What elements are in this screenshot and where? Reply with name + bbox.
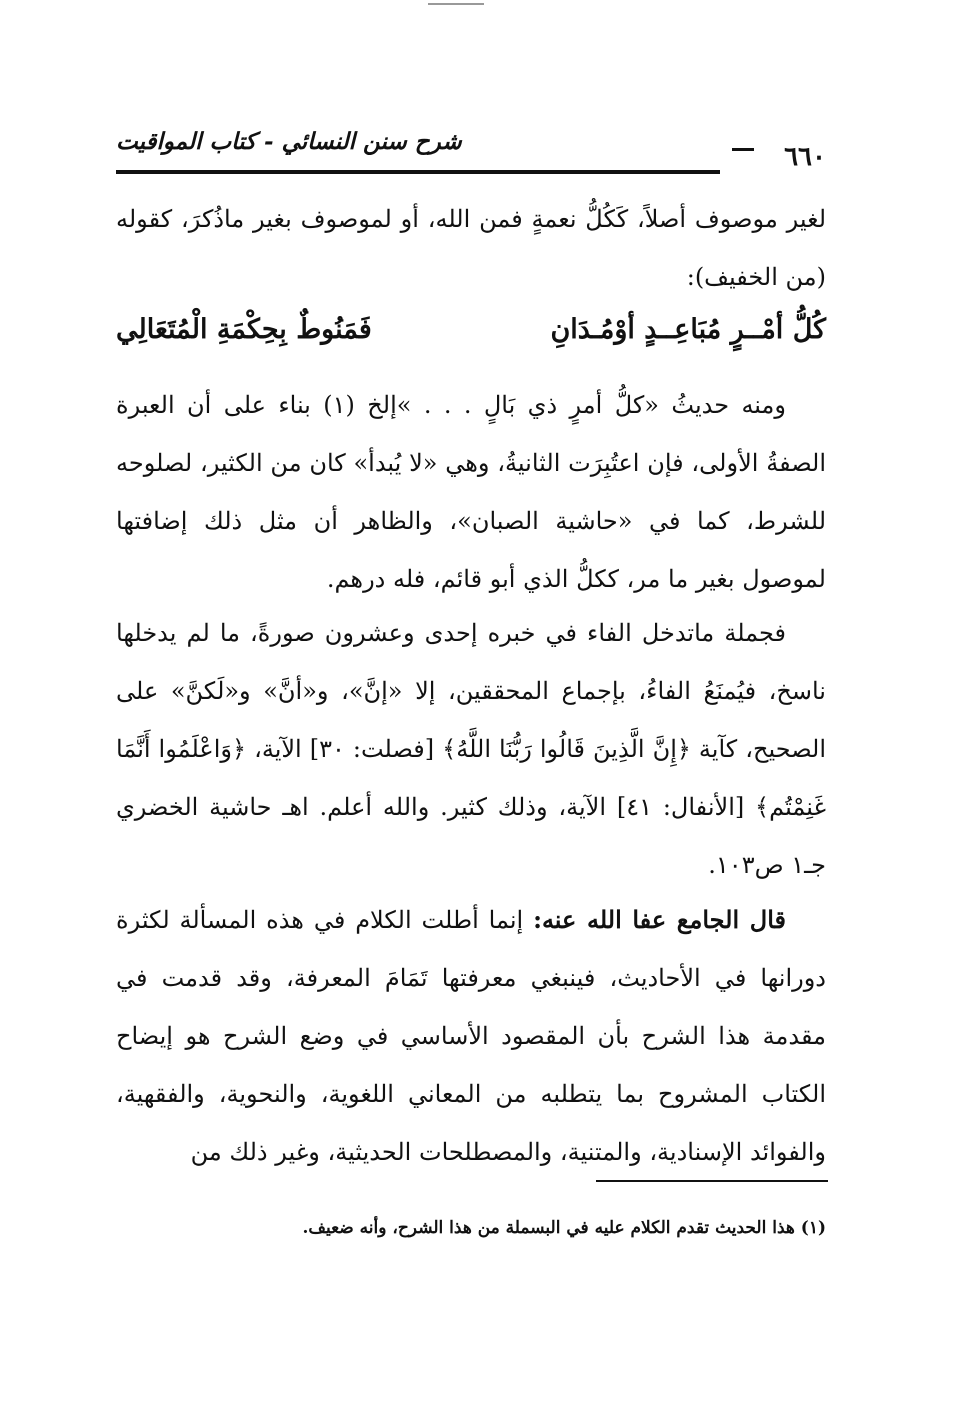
intro-text: لغير موصوف أصلاً، كَكُلُّ نعمةٍ فمن الله، أو لموصوف بغير ماذُكرَ، كقوله (من الخفيف): bbox=[116, 205, 826, 291]
running-title: شرح سنن النسائي - كتاب المواقيت bbox=[116, 128, 462, 155]
page-number: ٦٦٠ bbox=[784, 142, 826, 172]
paragraph-hadith-note: ومنه حديثُ «كلُّ أمرٍ ذي بَالٍ . . . »إلخ (١) بناء على أن العبرة الصفةُ الأولى، فإن اعتُبِرَت الثانيةُ، وهي «لا يُبدأ» كان من الكثير، لصلوحه للشرط، كما في «حاشية الصبان»، والظاهر أن مثل ذلك إضافتها لموصول بغير ما مر، ككلُّ الذي أبو قائم، فله درهم. bbox=[116, 391, 826, 593]
footnote-rule bbox=[596, 1180, 828, 1182]
verse-second-hemistich: فَمَنُوطٌ بِحِكْمَةِ الْمُتَعَالِي bbox=[116, 314, 372, 345]
verse-first-hemistich: كُلُّ أمْــرٍ مُبَاعِــدٍ أوْمُـدَانِ bbox=[550, 314, 826, 345]
compiler-remark-text: إنما أطلت الكلام في هذه المسألة لكثرة دورانها في الأحاديث، فينبغي معرفتها تَمَامَ المعرفة، وقد قدمت في مقدمة هذا الشرح بأن المقصود الأساسي في وضع الشرح هو إيضاح الكتاب المشروح بما يتطلبه من المعاني اللغوية، والنحوية، والفقهية، والفوائد الإسنادية، والمتنية، والمصطلحات الحديثية، وغير ذلك من bbox=[116, 906, 826, 1166]
top-edge-mark bbox=[428, 3, 484, 5]
paragraph-compiler-remark bbox=[116, 891, 826, 1181]
header-rule bbox=[116, 170, 720, 174]
compiler-remark-lead: قال الجامع عفا الله عنه: bbox=[533, 905, 786, 934]
paragraph-summary: فجملة ماتدخل الفاء في خبره إحدى وعشرون صورةً، ما لم يدخلها ناسخ، فيُمنَعُ الفاءُ، بإجماع المحققين، إلا «إنَّ»، و«أنَّ» و«لَكنَّ» على الصحيح، كآية ﴿إِنَّ الَّذِينَ قَالُوا رَبُّنَا اللَّهُ﴾ [فصلت: ٣٠] الآية، ﴿وَاعْلَمُوا أَنَّمَا غَنِمْتُم﴾ [الأنفال: ٤١] الآية، وذلك كثير. والله أعلم. اهـ حاشية الخضري جـ١ ص١٠٣. bbox=[116, 619, 827, 879]
footnote-1: (١) هذا الحديث تقدم الكلام عليه في البسملة من هذا الشرح، وأنه ضعيف. bbox=[302, 1218, 826, 1238]
page-header bbox=[116, 126, 826, 176]
poetry-verse bbox=[116, 306, 826, 366]
page-number-dash bbox=[732, 148, 754, 151]
